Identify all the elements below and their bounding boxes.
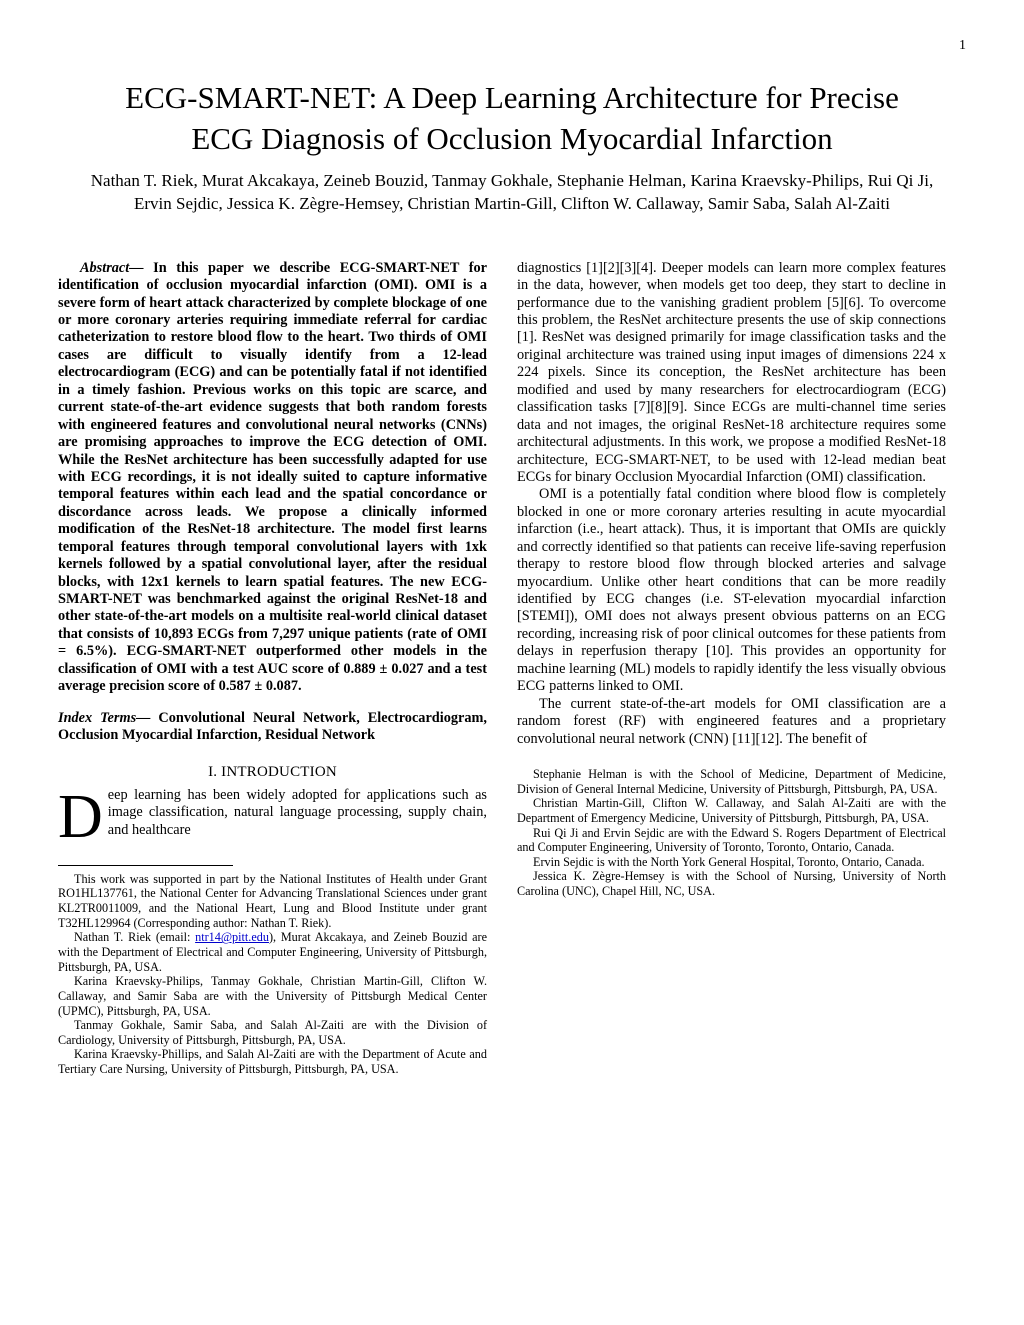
footnote-item: Nathan T. Riek (email: ntr14@pitt.edu), Murat Akcakaya, and Zeineb Bouzid are with the Department of Electrical and Computer Engineering, University of Pittsburgh, Pittsburgh, PA, USA. (58, 930, 487, 974)
right-paragraph-1: diagnostics [1][2][3][4]. Deeper models can learn more complex features in the data, however, when models get too deep, they start to decline in performance due to the vanishing gradient problem [5][6]. To overcome this problem, the ResNet architecture presents the use of skip connections [1]. ResNet was designed primarily for image classification tasks and the original architecture was trained using input images of dimensions 224 x 224 pixels. Since its conception, the ResNet architecture has been modified and used by many researchers for electrocardiogram (ECG) classification tasks [7][8][9]. Since ECGs are multi-channel time series data and not images, the original ResNet-18 architecture requires some architectural adjustments. In this work, we propose a modified ResNet-18 architecture, ECG-SMART-NET, to be used with 12-lead median beat ECGs for binary Occlusion Myocardial Infarction (OMI) classification. (517, 259, 946, 485)
footnote-item: Karina Kraevsky-Phillips, and Salah Al-Zaiti are with the Department of Acute and Tertiary Care Nursing, University of Pittsburgh, Pittsburgh, PA, USA. (58, 1047, 487, 1077)
index-terms-label: Index Terms— (58, 709, 151, 726)
footnote-item: This work was supported in part by the National Institutes of Health under Grant RO1HL137761, the National Center for Advancing Translational Sciences under grant KL2TR0011009, and the National Heart, Lung and Blood Institute under grant T32HL129964 (Corresponding author: Nathan T. Riek). (58, 871, 487, 930)
right-paragraph-3: The current state-of-the-art models for OMI classification are a random forest (RF) with engineered features and a proprietary convolutional neural network (CNN) [11][12]. The benefit of (517, 695, 946, 747)
drop-cap: D (58, 782, 103, 851)
left-footnote-area (58, 865, 487, 1077)
abstract-text: In this paper we describe ECG-SMART-NET for identification of occlusion myocardial infarction (OMI). OMI is a severe form of heart attack characterized by complete blockage of one or more coronary arteries requiring immediate referral for cardiac catheterization to restore blood flow to the heart. Two thirds of OMI cases are difficult to visually identify from a 12-lead electrocardiogram (ECG) and can be potentially fatal if not identified in a timely fashion. Previous works on this topic are scarce, and current state-of-the-art evidence suggests that both random forests with engineered features and convolutional neural networks (CNNs) are promising approaches to improve the ECG detection of OMI. While the ResNet architecture has been successfully adapted for use with ECG recordings, it is not ideally suited to capture informative temporal features within each lead and the spatial concordance or discordance across leads. We propose a clinically informed modification of the ResNet-18 architecture. The model first learns temporal features through temporal convolutional layers with 1xk kernels followed by a spatial convolutional layer, after the residual blocks, with 12x1 kernels to learn spatial features. The new ECG-SMART-NET was benchmarked against the original ResNet-18 and other state-of-the-art models on a multisite real-world clinical dataset that consists of 10,893 ECGs from 7,297 unique patients (rate of OMI = 6.5%). ECG-SMART-NET outperformed other models in the classification of OMI with a test AUC score of 0.889 ± 0.027 and a test average precision score of 0.587 ± 0.087. (58, 259, 487, 695)
page-title: ECG-SMART-NET: A Deep Learning Architecture for Precise ECG Diagnosis of Occlusion Myocardial Infarction (125, 80, 899, 156)
intro-first-paragraph-text: eep learning has been widely adopted for applications such as image classification, natural language processing, supply chain, and healthcare (107, 786, 487, 838)
author-email-link[interactable]: ntr14@pitt.edu (195, 930, 269, 945)
index-terms-text: Convolutional Neural Network, Electrocardiogram, Occlusion Myocardial Infarction, Residual Network (58, 709, 487, 744)
right-column (517, 260, 946, 899)
footnote-item: Rui Qi Ji and Ervin Sejdic are with the Edward S. Rogers Department of Electrical and Computer Engineering, University of Toronto, Toronto, Ontario, Canada. (517, 825, 946, 855)
footnote-divider-spacer (517, 760, 692, 761)
intro-first-paragraph (58, 782, 487, 853)
footnote-item: Christian Martin-Gill, Clifton W. Callaway, and Salah Al-Zaiti are with the Department of Emergency Medicine, University of Pittsburgh, Pittsburgh, PA, USA. (517, 796, 946, 825)
footnote-item: Jessica K. Zègre-Hemsey is with the School of Nursing, University of North Carolina (UNC), Chapel Hill, NC, USA. (517, 869, 946, 899)
right-paragraph-2: OMI is a potentially fatal condition where blood flow is completely blocked in one or more coronary arteries resulting in acute myocardial infarction (i.e., heart attack). Thus, it is important that OMIs are quickly and correctly identified so that patients can receive life-saving reperfusion therapy to restore blood flow through blocked arteries and salvage myocardium. Unlike other heart conditions that can be more readily identified by ECG changes (i.e. ST-elevation myocardial infarction [STEMI]), OMI does not always present obvious patterns on an ECG recording, increasing risk of poor clinical outcomes for these patients from delays in reperfusion therapy [10]. This provides an opportunity for machine learning (ML) models to rapidly identify the less visually obvious ECG patterns linked to OMI. (517, 486, 946, 695)
title-block (58, 78, 966, 216)
page-number: 1 (959, 38, 966, 53)
right-footnotes (517, 767, 946, 899)
abstract-label: Abstract— (80, 259, 144, 276)
index-terms-paragraph (58, 710, 487, 745)
footnote-divider (58, 865, 233, 866)
two-column-body (58, 260, 966, 1077)
footnote-item: Stephanie Helman is with the School of Medicine, Department of Medicine, Division of General Internal Medicine, University of Pittsburgh, Pittsburgh, PA, USA. (517, 766, 946, 796)
author-list: Nathan T. Riek, Murat Akcakaya, Zeineb Bouzid, Tanmay Gokhale, Stephanie Helman, Karina Kraevsky-Philips, Rui Qi Ji, Ervin Sejdic, Jessica K. Zègre-Hemsey, Christian Martin-Gill, Clifton W. Callaway, Samir Saba, Salah Al-Zaiti (90, 170, 934, 213)
section-heading-introduction: I. INTRODUCTION (208, 763, 337, 780)
footnote-item: Karina Kraevsky-Philips, Tanmay Gokhale, Christian Martin-Gill, Clifton W. Callaway, and Samir Saba are with the University of Pittsburgh Medical Center (UPMC), Pittsburgh, PA, USA. (58, 974, 487, 1018)
right-footnote-area (517, 760, 946, 899)
footnote-item: Tanmay Gokhale, Samir Saba, and Salah Al-Zaiti are with the Division of Cardiology, University of Pittsburgh, Pittsburgh, PA, USA. (58, 1018, 487, 1047)
left-column (58, 260, 487, 1077)
abstract-paragraph (58, 260, 487, 696)
footnote-item: Ervin Sejdic is with the North York General Hospital, Toronto, Ontario, Canada. (533, 854, 925, 869)
left-footnotes (58, 872, 487, 1077)
